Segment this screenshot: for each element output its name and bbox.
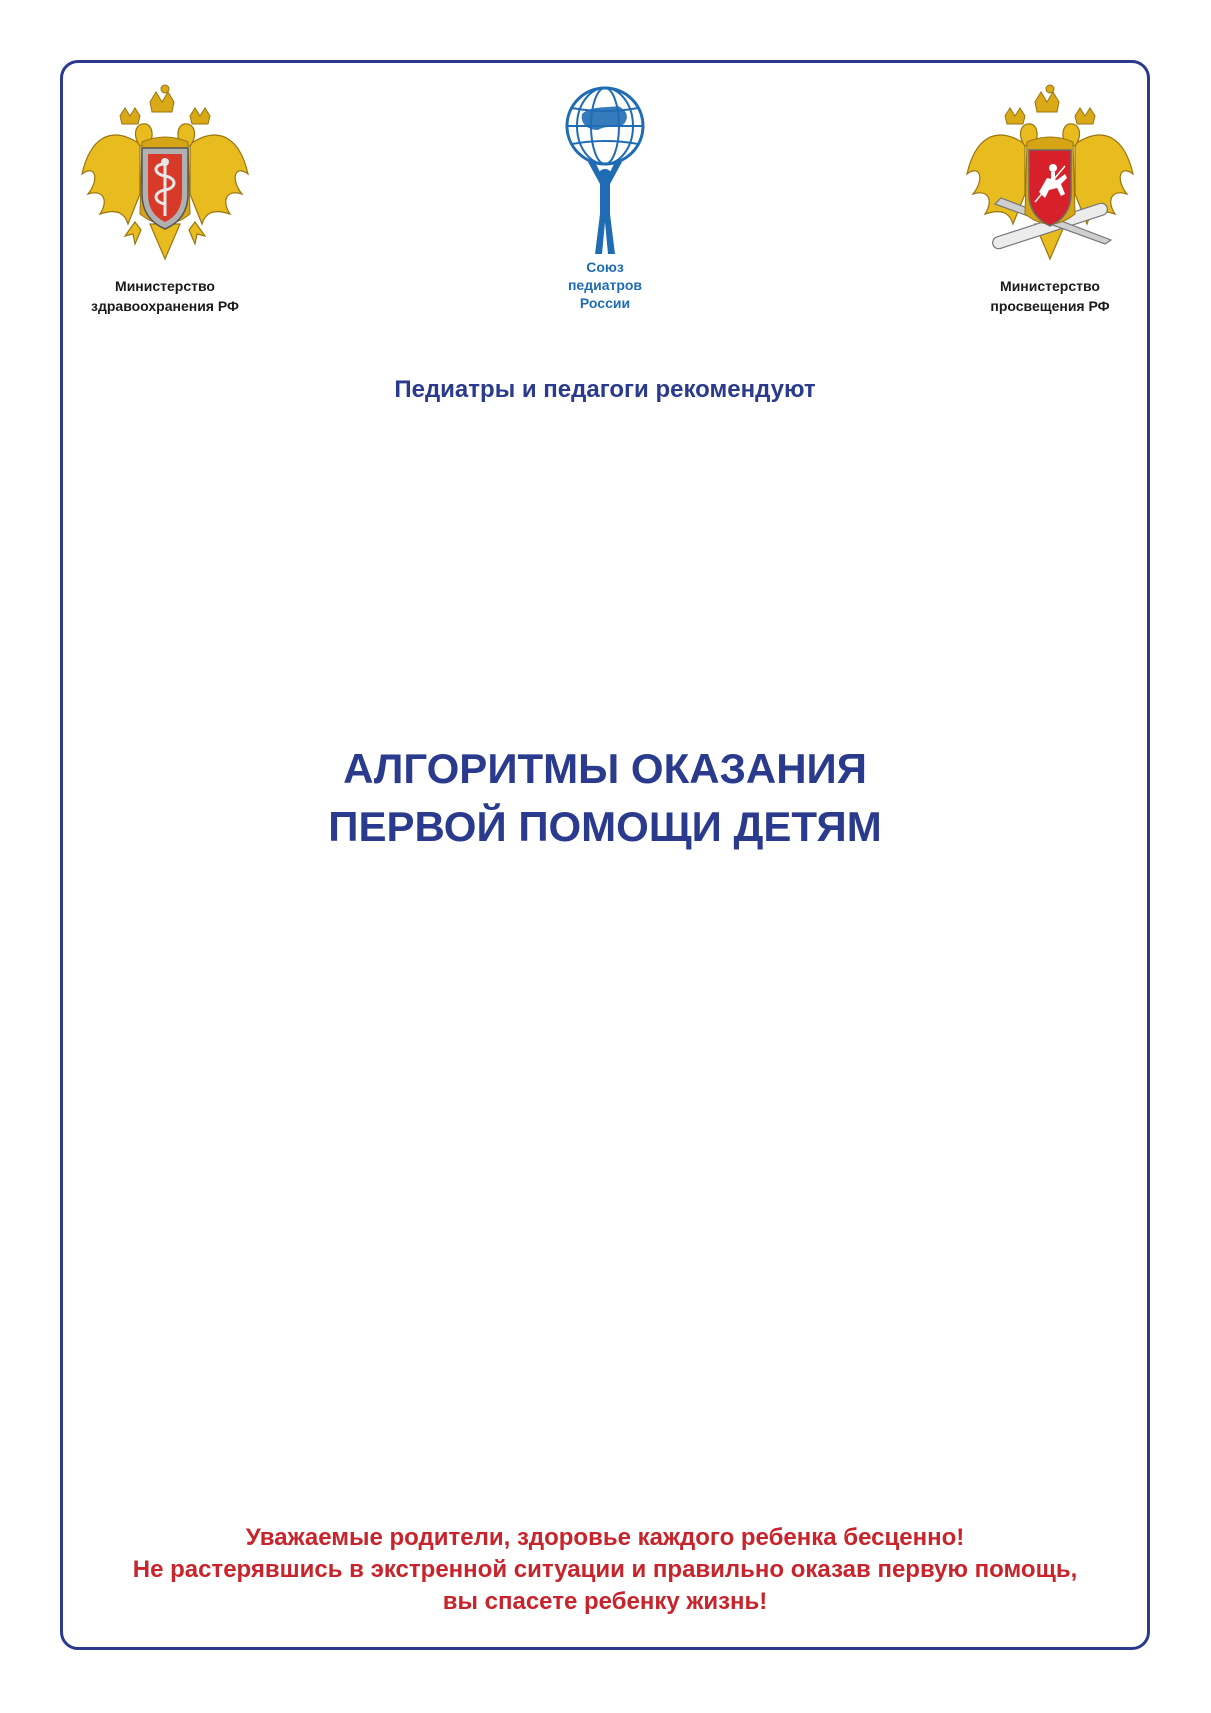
coat-of-arms-education-emblem-icon [965, 84, 1135, 264]
coat-of-arms-health-emblem-icon [80, 84, 250, 264]
parents-message [60, 1522, 1150, 1618]
main-title [60, 740, 1150, 856]
parents-message-line1: Уважаемые родители, здоровье каждого ребенка бесценно! [245, 1524, 965, 1551]
union-line2: педиатров [567, 277, 643, 293]
parents-message-line2: Не растерявшись в экстренной ситуации и правильно оказав первую помощь, [132, 1556, 1078, 1583]
ministry-health-line2: здравоохранения РФ [91, 298, 239, 314]
union-line3: России [579, 295, 631, 311]
ministry-health-caption [55, 276, 275, 316]
parents-message-line3: вы спасете ребенку жизнь! [442, 1588, 768, 1615]
ministry-education-line1: Министерство [1000, 278, 1100, 294]
ministry-health-line1: Министерство [115, 278, 215, 294]
ministry-education-caption [940, 276, 1160, 316]
union-line1: Союз [586, 259, 624, 275]
main-title-line2: ПЕРВОЙ ПОМОЩИ ДЕТЯМ [328, 803, 882, 850]
recommend-line: Педиатры и педагоги рекомендуют [394, 376, 816, 403]
globe-figure-logo-icon [560, 84, 650, 259]
main-title-line1: АЛГОРИТМЫ ОКАЗАНИЯ [343, 745, 867, 792]
ministry-education-line2: просвещения РФ [990, 298, 1110, 314]
union-pediatricians-caption [505, 258, 705, 312]
